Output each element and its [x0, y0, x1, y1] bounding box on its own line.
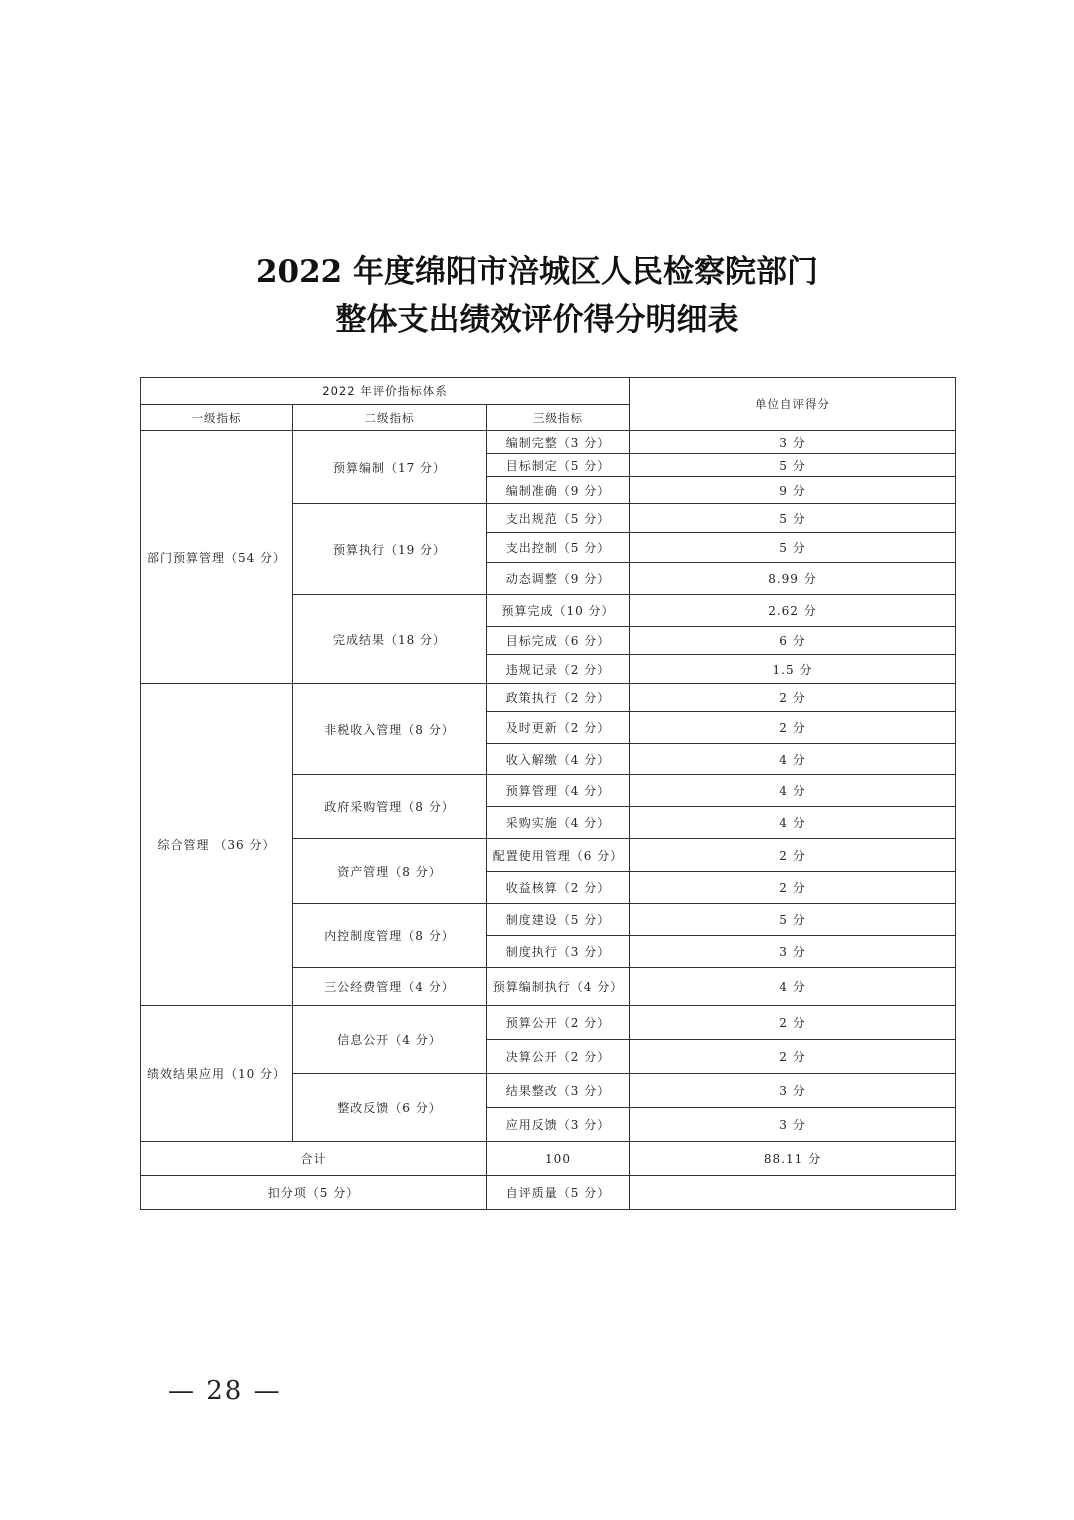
score-cell: 1.5 分 [630, 655, 956, 684]
level3-cell: 收益核算（2 分） [487, 872, 630, 904]
level3-cell: 收入解缴（4 分） [487, 744, 630, 775]
score-table [140, 377, 956, 1210]
deduction-item: 自评质量（5 分） [487, 1176, 630, 1210]
level1-cell: 综合管理 （36 分） [141, 684, 293, 1006]
total-label: 合计 [141, 1142, 487, 1176]
score-cell: 5 分 [630, 533, 956, 563]
level3-cell: 制度建设（5 分） [487, 904, 630, 936]
level3-cell: 预算管理（4 分） [487, 775, 630, 807]
deduction-score [630, 1176, 956, 1210]
header-self-score: 单位自评得分 [630, 378, 956, 431]
level3-cell: 违规记录（2 分） [487, 655, 630, 684]
level2-cell: 完成结果（18 分） [293, 595, 487, 684]
score-cell: 2 分 [630, 1040, 956, 1074]
level3-cell: 采购实施（4 分） [487, 807, 630, 839]
level3-cell: 预算完成（10 分） [487, 595, 630, 627]
level2-cell: 非税收入管理（8 分） [293, 684, 487, 775]
page-number: — 28 — [168, 1376, 282, 1406]
score-cell: 3 分 [630, 1108, 956, 1142]
score-cell: 3 分 [630, 1074, 956, 1108]
score-cell: 5 分 [630, 504, 956, 533]
level1-cell: 部门预算管理（54 分） [141, 431, 293, 684]
score-cell: 3 分 [630, 936, 956, 968]
score-cell: 9 分 [630, 477, 956, 504]
level3-cell: 目标完成（6 分） [487, 627, 630, 655]
level1-cell: 绩效结果应用（10 分） [141, 1006, 293, 1142]
level3-cell: 应用反馈（3 分） [487, 1108, 630, 1142]
level2-cell: 政府采购管理（8 分） [293, 775, 487, 839]
score-cell: 4 分 [630, 807, 956, 839]
level3-cell: 支出控制（5 分） [487, 533, 630, 563]
score-cell: 2 分 [630, 839, 956, 872]
level2-cell: 三公经费管理（4 分） [293, 968, 487, 1006]
document-title-line-2: 整体支出绩效评价得分明细表 [335, 302, 739, 338]
score-cell: 4 分 [630, 968, 956, 1006]
score-cell: 2.62 分 [630, 595, 956, 627]
level3-cell: 及时更新（2 分） [487, 712, 630, 744]
total-self-score: 88.11 分 [630, 1142, 956, 1176]
level3-cell: 结果整改（3 分） [487, 1074, 630, 1108]
score-cell: 5 分 [630, 904, 956, 936]
header-indicator-system: 2022 年评价指标体系 [141, 378, 630, 405]
header-level-1: 一级指标 [141, 405, 293, 431]
score-cell: 2 分 [630, 684, 956, 712]
header-level-2: 二级指标 [293, 405, 487, 431]
score-cell: 4 分 [630, 775, 956, 807]
score-cell: 4 分 [630, 744, 956, 775]
score-cell: 2 分 [630, 1006, 956, 1040]
level2-cell: 预算编制（17 分） [293, 431, 487, 504]
level2-cell: 内控制度管理（8 分） [293, 904, 487, 968]
level3-cell: 制度执行（3 分） [487, 936, 630, 968]
score-cell: 6 分 [630, 627, 956, 655]
level2-cell: 整改反馈（6 分） [293, 1074, 487, 1142]
level3-cell: 编制完整（3 分） [487, 431, 630, 454]
header-level-3: 三级指标 [487, 405, 630, 431]
level3-cell: 政策执行（2 分） [487, 684, 630, 712]
level3-cell: 配置使用管理（6 分） [487, 839, 630, 872]
deduction-label: 扣分项（5 分） [141, 1176, 487, 1210]
score-cell: 5 分 [630, 454, 956, 477]
score-cell: 3 分 [630, 431, 956, 454]
score-cell: 2 分 [630, 872, 956, 904]
level3-cell: 目标制定（5 分） [487, 454, 630, 477]
level2-cell: 资产管理（8 分） [293, 839, 487, 904]
level2-cell: 预算执行（19 分） [293, 504, 487, 595]
score-cell: 2 分 [630, 712, 956, 744]
score-cell: 8.99 分 [630, 563, 956, 595]
level3-cell: 编制准确（9 分） [487, 477, 630, 504]
level3-cell: 预算公开（2 分） [487, 1006, 630, 1040]
level3-cell: 支出规范（5 分） [487, 504, 630, 533]
level3-cell: 动态调整（9 分） [487, 563, 630, 595]
level3-cell: 决算公开（2 分） [487, 1040, 630, 1074]
document-title-line-1: 2022 年度绵阳市涪城区人民检察院部门 [255, 254, 819, 290]
total-full-score: 100 [487, 1142, 630, 1176]
level2-cell: 信息公开（4 分） [293, 1006, 487, 1074]
level3-cell: 预算编制执行（4 分） [487, 968, 630, 1006]
